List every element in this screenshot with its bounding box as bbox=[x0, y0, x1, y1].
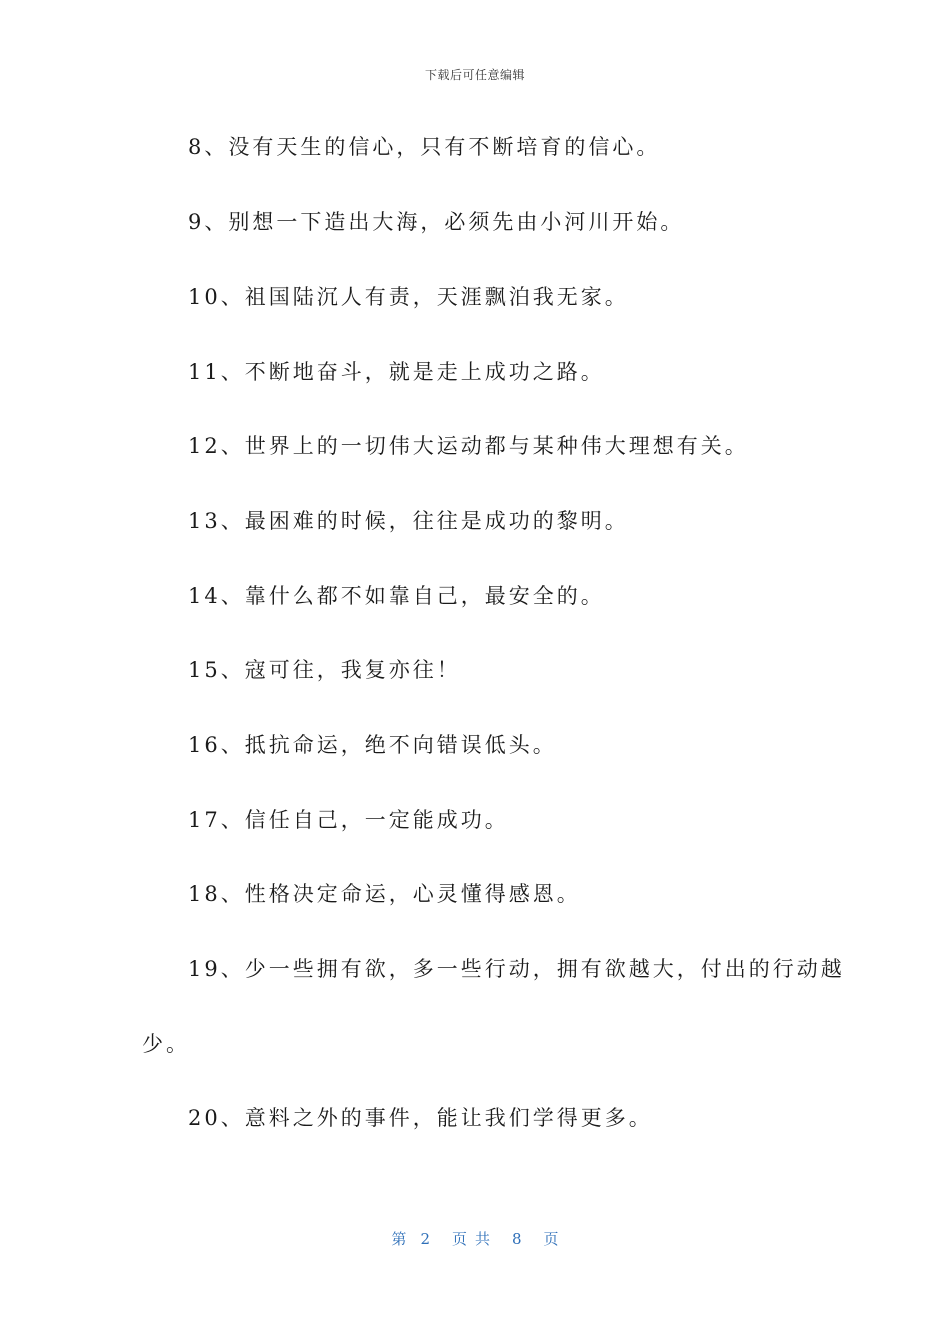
quote-line-19-continuation: 少。 bbox=[142, 1032, 190, 1056]
quote-line-16: 16、抵抗命运，绝不向错误低头。 bbox=[188, 733, 557, 757]
quote-line-14: 14、靠什么都不如靠自己，最安全的。 bbox=[188, 584, 605, 608]
quote-line-13: 13、最困难的时候，往往是成功的黎明。 bbox=[188, 509, 629, 533]
quote-line-8: 8、没有天生的信心，只有不断培育的信心。 bbox=[188, 135, 661, 159]
footer-prefix: 第 bbox=[391, 1230, 407, 1248]
quote-line-15: 15、寇可往，我复亦往！ bbox=[188, 658, 461, 682]
quote-line-9: 9、别想一下造出大海，必须先由小河川开始。 bbox=[188, 210, 685, 234]
footer-total-pages: 8 bbox=[512, 1230, 522, 1248]
quote-line-10: 10、祖国陆沉人有责，天涯飘泊我无家。 bbox=[188, 285, 629, 309]
footer-middle: 页共 bbox=[451, 1230, 498, 1248]
footer-current-page: 2 bbox=[420, 1230, 430, 1248]
quote-line-11: 11、不断地奋斗，就是走上成功之路。 bbox=[188, 360, 605, 384]
quote-line-12: 12、世界上的一切伟大运动都与某种伟大理想有关。 bbox=[188, 434, 749, 458]
quote-line-18: 18、性格决定命运，心灵懂得感恩。 bbox=[188, 882, 581, 906]
footer-suffix: 页 bbox=[543, 1230, 559, 1248]
page-header: 下载后可任意编辑 bbox=[424, 68, 525, 82]
quote-line-17: 17、信任自己，一定能成功。 bbox=[188, 808, 509, 832]
page-footer bbox=[0, 1228, 950, 1249]
quote-line-20: 20、意料之外的事件，能让我们学得更多。 bbox=[188, 1106, 653, 1130]
quote-line-19: 19、少一些拥有欲，多一些行动，拥有欲越大，付出的行动越 bbox=[188, 957, 845, 981]
